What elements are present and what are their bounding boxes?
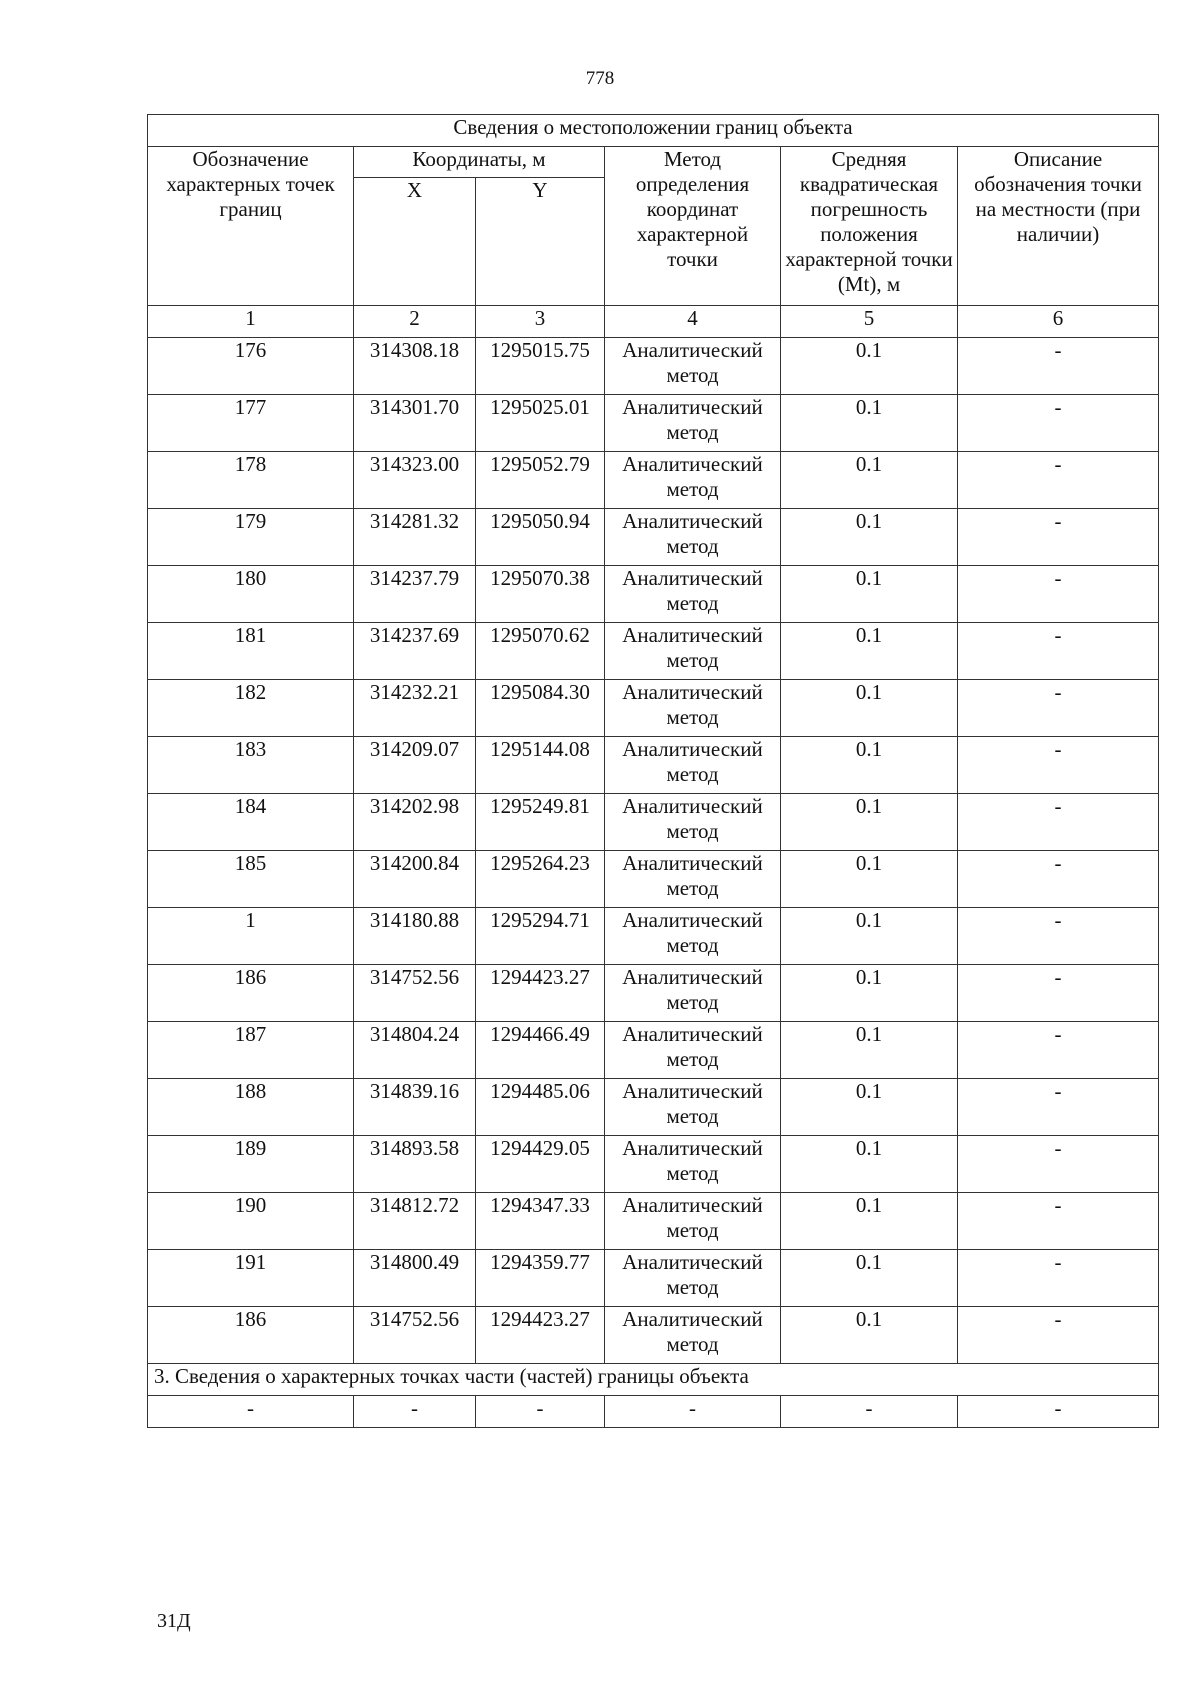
cell-description: - [958, 908, 1159, 965]
section3-empty-row [148, 1396, 1159, 1428]
cell-method: Аналитический метод [605, 452, 781, 509]
cell-x: 314800.49 [354, 1250, 476, 1307]
cell-accuracy: 0.1 [781, 1307, 958, 1364]
table-row [148, 1307, 1159, 1364]
cell-method: Аналитический метод [605, 1079, 781, 1136]
cell-accuracy: 0.1 [781, 1079, 958, 1136]
cell-y: 1295025.01 [476, 395, 605, 452]
section3-title: 3. Сведения о характерных точках части (частей) границы объекта [148, 1364, 1159, 1396]
header-y: Y [476, 178, 605, 306]
cell-x: 314804.24 [354, 1022, 476, 1079]
cell-accuracy: 0.1 [781, 737, 958, 794]
cell-point: 191 [148, 1250, 354, 1307]
cell-method: Аналитический метод [605, 794, 781, 851]
table-body [148, 115, 1159, 1428]
empty-cell: - [148, 1396, 354, 1428]
cell-method: Аналитический метод [605, 965, 781, 1022]
table-row [148, 1193, 1159, 1250]
cell-y: 1295144.08 [476, 737, 605, 794]
table-row [148, 851, 1159, 908]
cell-x: 314237.69 [354, 623, 476, 680]
table-row [148, 509, 1159, 566]
cell-y: 1295294.71 [476, 908, 605, 965]
table-row [148, 452, 1159, 509]
cell-y: 1295070.38 [476, 566, 605, 623]
cell-description: - [958, 452, 1159, 509]
table-row [148, 1250, 1159, 1307]
cell-point: 182 [148, 680, 354, 737]
cell-point: 181 [148, 623, 354, 680]
table-row [148, 1079, 1159, 1136]
cell-method: Аналитический метод [605, 851, 781, 908]
cell-point: 183 [148, 737, 354, 794]
cell-method: Аналитический метод [605, 509, 781, 566]
cell-x: 314232.21 [354, 680, 476, 737]
cell-accuracy: 0.1 [781, 1022, 958, 1079]
table-row [148, 965, 1159, 1022]
cell-accuracy: 0.1 [781, 1193, 958, 1250]
cell-description: - [958, 737, 1159, 794]
cell-x: 314893.58 [354, 1136, 476, 1193]
cell-method: Аналитический метод [605, 1193, 781, 1250]
cell-x: 314237.79 [354, 566, 476, 623]
cell-description: - [958, 395, 1159, 452]
cell-y: 1295015.75 [476, 338, 605, 395]
cell-y: 1295070.62 [476, 623, 605, 680]
cell-method: Аналитический метод [605, 623, 781, 680]
cell-x: 314281.32 [354, 509, 476, 566]
boundary-coordinates-table [147, 114, 1159, 1428]
cell-accuracy: 0.1 [781, 851, 958, 908]
cell-description: - [958, 338, 1159, 395]
cell-y: 1294466.49 [476, 1022, 605, 1079]
table-row [148, 395, 1159, 452]
cell-point: 179 [148, 509, 354, 566]
table-row [148, 680, 1159, 737]
column-number: 4 [605, 306, 781, 338]
cell-point: 185 [148, 851, 354, 908]
table-row [148, 1022, 1159, 1079]
cell-description: - [958, 1079, 1159, 1136]
cell-description: - [958, 851, 1159, 908]
cell-accuracy: 0.1 [781, 794, 958, 851]
cell-y: 1294429.05 [476, 1136, 605, 1193]
cell-point: 190 [148, 1193, 354, 1250]
cell-description: - [958, 1307, 1159, 1364]
header-method: Метод определения координат характерной точки [605, 147, 781, 306]
cell-y: 1294347.33 [476, 1193, 605, 1250]
cell-description: - [958, 509, 1159, 566]
cell-accuracy: 0.1 [781, 395, 958, 452]
section3-title-row [148, 1364, 1159, 1396]
table-row [148, 623, 1159, 680]
empty-cell: - [476, 1396, 605, 1428]
cell-x: 314323.00 [354, 452, 476, 509]
column-number: 6 [958, 306, 1159, 338]
cell-description: - [958, 965, 1159, 1022]
cell-y: 1295264.23 [476, 851, 605, 908]
cell-accuracy: 0.1 [781, 566, 958, 623]
cell-point: 1 [148, 908, 354, 965]
footer-code: 31Д [157, 1610, 191, 1632]
header-point: Обозначение характерных точек границ [148, 147, 354, 306]
header-row [148, 147, 1159, 178]
table-title: Сведения о местоположении границ объекта [148, 115, 1159, 147]
cell-method: Аналитический метод [605, 395, 781, 452]
column-number: 5 [781, 306, 958, 338]
cell-y: 1294423.27 [476, 1307, 605, 1364]
cell-point: 189 [148, 1136, 354, 1193]
cell-description: - [958, 680, 1159, 737]
column-number: 1 [148, 306, 354, 338]
cell-accuracy: 0.1 [781, 680, 958, 737]
cell-x: 314752.56 [354, 965, 476, 1022]
table-title-row [148, 115, 1159, 147]
table-row [148, 794, 1159, 851]
cell-accuracy: 0.1 [781, 1136, 958, 1193]
cell-accuracy: 0.1 [781, 1250, 958, 1307]
cell-accuracy: 0.1 [781, 509, 958, 566]
cell-accuracy: 0.1 [781, 908, 958, 965]
column-number-row [148, 306, 1159, 338]
cell-y: 1295084.30 [476, 680, 605, 737]
header-x: X [354, 178, 476, 306]
cell-point: 180 [148, 566, 354, 623]
cell-accuracy: 0.1 [781, 452, 958, 509]
cell-x: 314752.56 [354, 1307, 476, 1364]
cell-x: 314200.84 [354, 851, 476, 908]
cell-method: Аналитический метод [605, 1022, 781, 1079]
empty-cell: - [958, 1396, 1159, 1428]
cell-point: 186 [148, 965, 354, 1022]
cell-method: Аналитический метод [605, 1250, 781, 1307]
cell-description: - [958, 794, 1159, 851]
cell-x: 314308.18 [354, 338, 476, 395]
cell-point: 188 [148, 1079, 354, 1136]
column-number: 2 [354, 306, 476, 338]
table-row [148, 737, 1159, 794]
cell-method: Аналитический метод [605, 1136, 781, 1193]
table-row [148, 338, 1159, 395]
table-row [148, 908, 1159, 965]
cell-accuracy: 0.1 [781, 623, 958, 680]
cell-x: 314180.88 [354, 908, 476, 965]
cell-description: - [958, 1022, 1159, 1079]
cell-x: 314812.72 [354, 1193, 476, 1250]
cell-method: Аналитический метод [605, 566, 781, 623]
cell-point: 184 [148, 794, 354, 851]
table-row [148, 566, 1159, 623]
cell-method: Аналитический метод [605, 1307, 781, 1364]
cell-x: 314202.98 [354, 794, 476, 851]
cell-y: 1294485.06 [476, 1079, 605, 1136]
cell-method: Аналитический метод [605, 737, 781, 794]
cell-x: 314209.07 [354, 737, 476, 794]
header-description: Описание обозначения точки на местности (при наличии) [958, 147, 1159, 306]
cell-description: - [958, 1193, 1159, 1250]
cell-y: 1294359.77 [476, 1250, 605, 1307]
cell-y: 1295249.81 [476, 794, 605, 851]
table-row [148, 1136, 1159, 1193]
cell-method: Аналитический метод [605, 338, 781, 395]
cell-point: 187 [148, 1022, 354, 1079]
cell-method: Аналитический метод [605, 680, 781, 737]
cell-point: 176 [148, 338, 354, 395]
cell-description: - [958, 1250, 1159, 1307]
page-number: 778 [585, 68, 615, 89]
cell-description: - [958, 566, 1159, 623]
cell-point: 186 [148, 1307, 354, 1364]
cell-description: - [958, 1136, 1159, 1193]
cell-method: Аналитический метод [605, 908, 781, 965]
cell-accuracy: 0.1 [781, 965, 958, 1022]
header-accuracy: Средняя квадратическая погрешность положения характерной точки (Mt), м [781, 147, 958, 306]
cell-accuracy: 0.1 [781, 338, 958, 395]
column-number: 3 [476, 306, 605, 338]
cell-y: 1294423.27 [476, 965, 605, 1022]
cell-y: 1295050.94 [476, 509, 605, 566]
empty-cell: - [781, 1396, 958, 1428]
cell-x: 314839.16 [354, 1079, 476, 1136]
empty-cell: - [605, 1396, 781, 1428]
header-coords: Координаты, м [354, 147, 605, 178]
cell-x: 314301.70 [354, 395, 476, 452]
cell-description: - [958, 623, 1159, 680]
cell-point: 177 [148, 395, 354, 452]
empty-cell: - [354, 1396, 476, 1428]
cell-point: 178 [148, 452, 354, 509]
cell-y: 1295052.79 [476, 452, 605, 509]
